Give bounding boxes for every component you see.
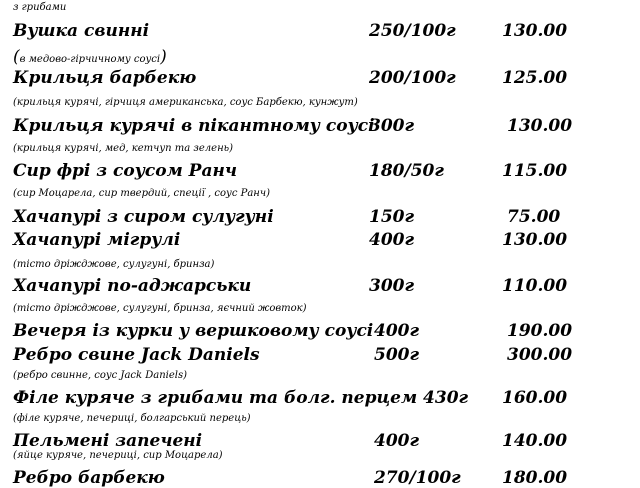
menu-item-name: Сир фрі з соусом Ранч [13,161,238,181]
menu-item-weight: 400г [369,230,415,250]
menu-item-price: 125.00 [502,68,568,88]
menu-item-name: Ребро барбекю [13,468,165,488]
note-line: (філе куряче, печериці, болгарський перець) [13,413,251,424]
menu-item-name: Вушка свинні [13,21,150,41]
menu-item-price: 130.00 [502,230,568,250]
menu-item-weight: 250/100г [369,21,456,41]
menu-item-weight: 500г [374,345,420,365]
menu-item-weight: 300г [369,116,415,136]
note-text: в медово-гірчичному соусі [19,54,161,65]
note-line: (крильця курячі, гірчиця американська, соус Барбекю, кунжут) [13,97,358,108]
menu-item-price: 180.00 [502,468,568,488]
menu-item-name: Філе куряче з грибами та болг. перцем 430г [13,388,469,408]
menu-item-price: 110.00 [502,276,568,296]
menu-item-price: 75.00 [507,207,561,227]
note-line: (тісто дріжджове, сулугуні, бринза, яєчний жовток) [13,303,307,314]
menu-item-price: 300.00 [507,345,573,365]
menu-item-price: 160.00 [502,388,568,408]
menu-item-name: Пельмені запечені [13,431,203,451]
note-line: (тісто дріжджове, сулугуні, бринза) [13,259,215,270]
menu-item-weight: 150г [369,207,415,227]
menu-item-weight: 200/100г [369,68,456,88]
menu-item-price: 130.00 [507,116,573,136]
menu-item-name: Вечеря із курки у вершковому соусі [13,321,374,341]
menu-item-name: Ребро свине Jack Daniels [13,345,260,365]
note-line: з грибами [13,2,67,13]
menu-item-weight: 300г [369,276,415,296]
menu-item-name: Хачапурі по-аджарськи [13,276,252,296]
menu-item-weight: 400г [374,431,420,451]
menu-item-price: 140.00 [502,431,568,451]
note-line: (крильця курячі, мед, кетчуп та зелень) [13,143,234,154]
menu-item-price: 130.00 [502,21,568,41]
note-line: (ребро свинне, соус Jack Daniels) [13,370,188,381]
menu-item-name: Хачапурі мігрулі [13,230,181,250]
menu-item-weight: 400г [374,321,420,341]
note-line: (яйце куряче, печериці, сир Моцарела) [13,450,223,461]
menu-item-weight: 270/100г [374,468,461,488]
note-line: (в медово-гірчичному соусі) [13,47,167,67]
note-line: (сир Моцарела, сир твердий, спеції , соус Ранч) [13,188,271,199]
menu-item-price: 115.00 [502,161,568,181]
menu-item-weight: 180/50г [369,161,444,181]
menu-item-name: Крильця курячі в пікантному соусі [13,116,375,136]
menu-item-name: Хачапурі з сиром сулугуні [13,207,274,227]
menu-item-price: 190.00 [507,321,573,341]
menu-item-name: Крильця барбекю [13,68,197,88]
